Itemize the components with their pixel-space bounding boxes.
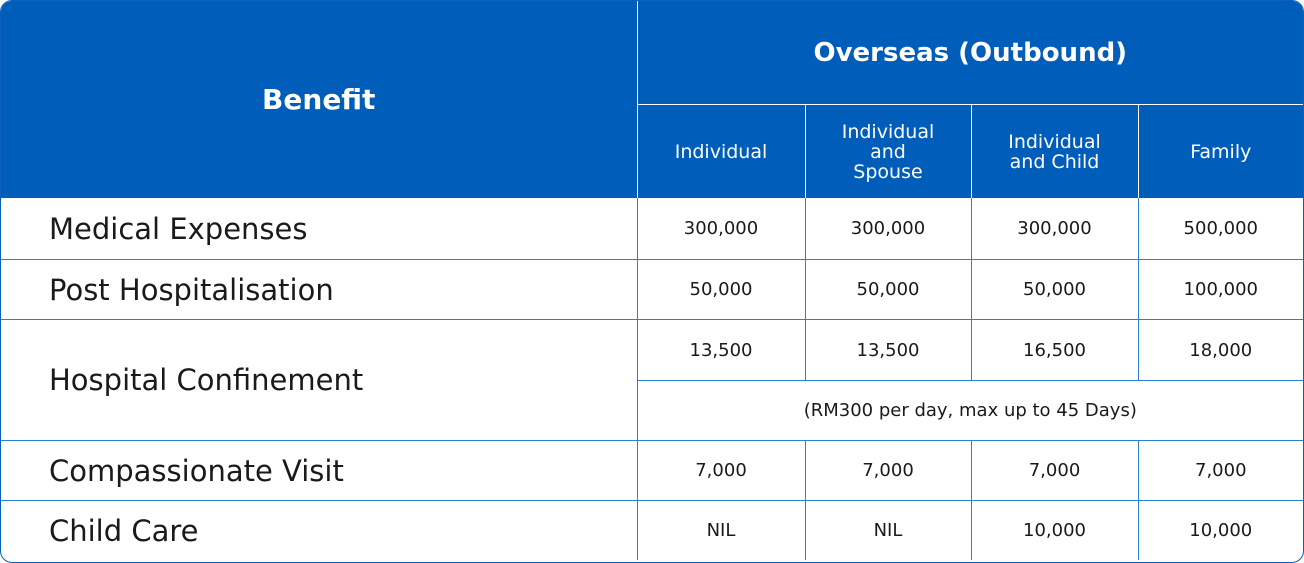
cell-value: 50,000 xyxy=(971,260,1138,320)
cell-value: 100,000 xyxy=(1138,260,1303,320)
cell-value: 16,500 xyxy=(971,320,1138,381)
plan-header-individual-spouse: Individual and Spouse xyxy=(805,105,971,199)
table-row-medical-expenses xyxy=(1,198,1303,260)
row-label: Medical Expenses xyxy=(1,198,637,260)
cell-value: 50,000 xyxy=(637,260,805,320)
cell-value: 7,000 xyxy=(805,441,971,501)
confinement-note: (RM300 per day, max up to 45 Days) xyxy=(637,381,1303,441)
cell-value: 18,000 xyxy=(1138,320,1303,381)
cell-value: NIL xyxy=(637,501,805,561)
row-label: Compassionate Visit xyxy=(1,441,637,501)
cell-value: 300,000 xyxy=(971,198,1138,260)
benefit-table xyxy=(1,1,1303,560)
row-label: Child Care xyxy=(1,501,637,561)
cell-value: 10,000 xyxy=(971,501,1138,561)
cell-value: 50,000 xyxy=(805,260,971,320)
cell-value: 10,000 xyxy=(1138,501,1303,561)
row-label: Hospital Confinement xyxy=(1,320,637,441)
table-row-child-care xyxy=(1,501,1303,561)
plan-header-individual: Individual xyxy=(637,105,805,199)
cell-value: 7,000 xyxy=(637,441,805,501)
cell-value: 13,500 xyxy=(805,320,971,381)
table-row-post-hospitalisation xyxy=(1,260,1303,320)
cell-value: 500,000 xyxy=(1183,218,1258,239)
row-label: Post Hospitalisation xyxy=(1,260,637,320)
plan-header-individual-child: Individual and Child xyxy=(971,105,1138,199)
plan-header-family: Family xyxy=(1138,105,1303,199)
cell-value: 7,000 xyxy=(971,441,1138,501)
cell-value: 300,000 xyxy=(805,198,971,260)
cell-value: 13,500 xyxy=(637,320,805,381)
cell-value: NIL xyxy=(805,501,971,561)
cell-value: 7,000 xyxy=(1138,441,1303,501)
overseas-group-header: Overseas (Outbound) xyxy=(637,1,1303,105)
table-row-compassionate-visit xyxy=(1,441,1303,501)
cell-value: 300,000 xyxy=(637,198,805,260)
benefit-column-header: Benefit xyxy=(1,1,637,198)
table-row-hospital-confinement xyxy=(1,320,1303,381)
